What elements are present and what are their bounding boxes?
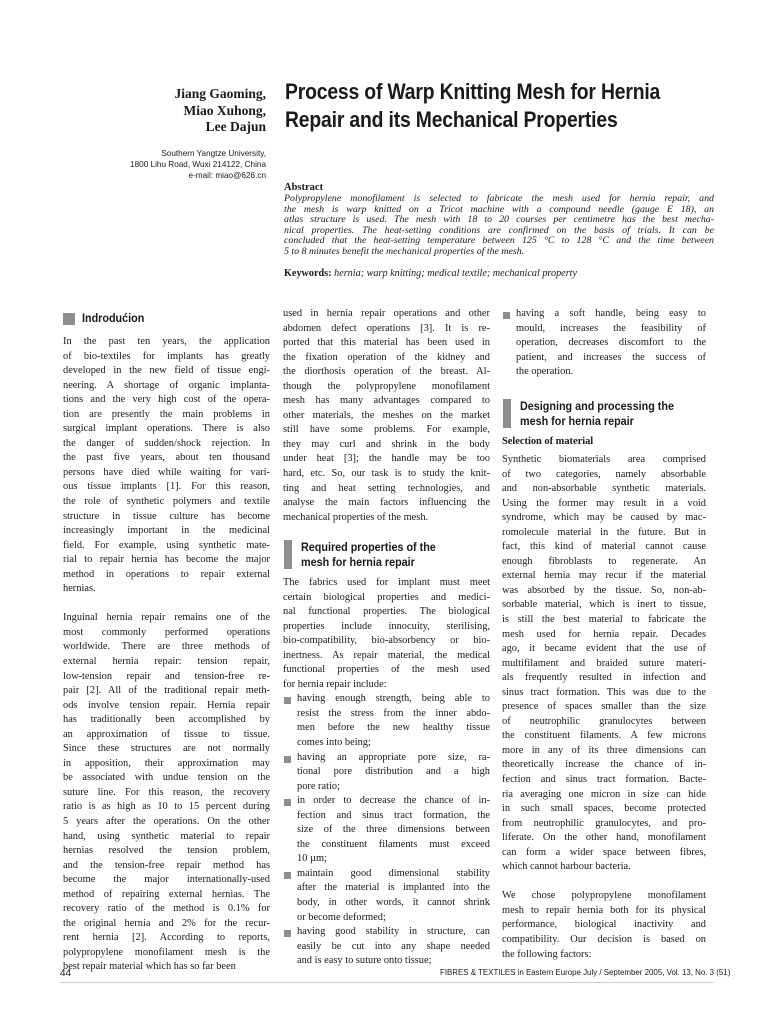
text-line: sinus tract formation. This was due to the [502, 686, 706, 698]
list-item [283, 867, 490, 925]
text-line: the fixation operation of the kidney and [283, 351, 490, 363]
text-line: is still the best material to fabricate the [502, 614, 706, 626]
text-line: Since these structures are not normally [63, 743, 270, 755]
text-line: suture line. For this reason, the recovery [63, 786, 270, 798]
text-line: in such small spaces, become protected [502, 803, 706, 815]
heading-line: mesh for hernia repair [301, 556, 415, 569]
text-line: under heat [3]; the handle may be too [283, 453, 490, 465]
text-line: concluded that the heat-setting temperature between 125 °C to 128 °C and the time between [284, 235, 714, 247]
text-line: having good stability in structure, can [297, 926, 490, 938]
section-marker-icon [63, 313, 75, 325]
text-line: the constituent filaments. A few microns [502, 730, 706, 742]
text-line: resist the stress from the inner abdo- [297, 707, 490, 719]
author-name: Jiang Gaoming, [174, 86, 266, 101]
text-line: functional properties of the mesh used [283, 664, 490, 676]
text-line: mechanical properties of the mesh. [283, 511, 429, 523]
keywords [284, 268, 724, 279]
text-line: easily be cut into any shape needed [297, 940, 490, 952]
text-line: the danger of sudden/shock rejection. In [63, 437, 270, 449]
paper-title [285, 78, 663, 134]
text-line: the diorthosis operation of the breast. Al- [283, 366, 490, 378]
text-line: which cannot harbour bacteria. [502, 861, 631, 873]
journal-citation: FIBRES & TEXTILES in Eastern Europe July / September 2005, Vol. 13, No. 3 (51) [440, 967, 731, 977]
text-line: they may curl and shrink in the body [283, 438, 490, 450]
paragraph [283, 307, 490, 525]
text-line: developed in the new field of tissue engi- [63, 365, 270, 377]
text-line: liferate. On the other hand, monofilament [502, 832, 706, 844]
text-line: certain biological properties and medici- [283, 591, 490, 603]
author-name: Lee Dajun [205, 119, 266, 134]
text-line: mould, increases the feasibility of [516, 322, 706, 334]
text-line: ous tissue implants [1]. For this reason, [63, 481, 270, 493]
text-line: still have some problems. For example, [283, 424, 490, 436]
keywords-label: Keywords: [284, 268, 332, 279]
text-line: 5 to 8 minutes benefit the mechanical properties of the mesh. [284, 245, 525, 257]
text-line: can form a wider space between fibres, [502, 846, 706, 858]
text-line: maintain good dimensional stability [297, 867, 490, 879]
text-line: sorbable material, which is inert to tissue, [502, 599, 706, 611]
text-line: analyse the main factors influencing the [283, 497, 490, 509]
title-line: Process of Warp Knitting Mesh for Hernia [285, 79, 661, 104]
text-line: Inguinal hernia repair remains one of the [63, 612, 270, 624]
text-line: the following factors: [502, 948, 592, 960]
page-number: 44 [60, 968, 72, 979]
text-line: from neutrophilic granulocytes, and pro- [502, 817, 706, 829]
text-line: inertness. As repair material, the medical [283, 649, 490, 661]
text-line: was absorbed by the tissue. So, non-ab- [502, 584, 706, 596]
text-line: of neutrophilic granulocytes between [502, 715, 706, 727]
text-line: pore ratio; [297, 780, 340, 792]
text-line: best repair material which has so far been [63, 961, 236, 973]
list-item [283, 794, 490, 867]
text-line: method in operations to repair external [63, 568, 270, 580]
text-line: syndrome, which may be caused by mac- [502, 512, 706, 524]
text-line: of two categories, namely absorbable [502, 468, 706, 480]
text-line: operation, decreases discomfort to the [516, 337, 706, 349]
text-line: Polypropylene monofilament is selected to fabricate the mesh used for hernia repair, and [284, 193, 714, 204]
text-line: neering. A shortage of organic implanta- [63, 379, 270, 391]
section-marker-icon [503, 399, 511, 428]
text-line: and is easy to suture onto tissue; [297, 955, 432, 967]
column-2 [283, 307, 490, 525]
text-line: properties include innocuity, sterilising, [283, 620, 490, 632]
text-line: most commonly performed operations [63, 626, 270, 638]
column-1 [63, 335, 270, 975]
text-line: in order to decrease the chance of in- [297, 795, 490, 807]
text-line: and the tension-free repair method has [63, 859, 270, 871]
text-line: the role of synthetic polymers and textile [63, 496, 270, 508]
text-line: worldwide. There are three methods of [63, 641, 270, 653]
text-line: als frequently resulted in infection and [502, 672, 706, 684]
text-line: used in hernia repair operations and other [283, 308, 490, 319]
list-item [283, 692, 490, 750]
text-line: ported that this material has been used in [283, 337, 490, 349]
text-line: theoretically increase the chance of in- [502, 759, 706, 771]
keywords-text: hernia; warp knitting; medical textile; mechanical property [334, 268, 578, 279]
text-line: mesh has many advantages compared to [283, 395, 490, 407]
text-line: The fabrics used for implant must meet [283, 577, 490, 588]
text-line: ratio is as high as 10 to 15 percent during [63, 801, 270, 813]
text-line: though the polypropylene monofilament [283, 380, 490, 392]
text-line: tions and the very high cost of the opera- [63, 394, 270, 406]
text-line: hard, etc. So, our task is to study the knit- [283, 468, 490, 480]
text-line: hernias resolved the tension problem, [63, 845, 270, 857]
column-3-lower [502, 453, 706, 962]
title-line: Repair and its Mechanical Properties [285, 107, 618, 132]
text-line: rial to repair hernia has become the major [63, 554, 270, 566]
text-line: the mesh is warp knitted on a Tricot machine with a compound needle (gauge E 18), an [284, 203, 714, 215]
text-line: mesh used for hernia repair. Decades [502, 628, 706, 640]
affiliation-email: e-mail: miao@626.cn [188, 170, 266, 180]
text-line: increasingly important in the medicinal [63, 525, 270, 537]
text-line: having an appropriate pore size, ra- [297, 751, 490, 763]
text-line: the original hernia and 2% for the recur- [63, 917, 270, 929]
text-line: having enough strength, being able to [297, 693, 490, 705]
text-line: and non-absorbable synthetic materials. [502, 483, 706, 495]
heading-line: Designing and processing the [520, 400, 674, 413]
text-line: Using the former may result in a void [502, 497, 706, 509]
text-line: fection and sinus tract formation, the [297, 809, 490, 821]
text-line: other materials, the meshes on the market [283, 409, 490, 421]
text-line: tion are presently the main problems in [63, 408, 270, 420]
text-line: low-tension repair and tension-free re- [63, 670, 270, 682]
text-line: men before the new healthy tissue [297, 722, 490, 734]
text-line: the past five years, about ten thousand [63, 452, 270, 464]
text-line: mesh to repair hernia both for its physical [502, 904, 706, 916]
paragraph [502, 889, 706, 962]
text-line: size of the three dimensions between [297, 824, 490, 836]
text-line: In the past ten years, the application [63, 336, 270, 347]
text-line: pair [2]. All of the traditional repair meth- [63, 685, 270, 697]
text-line: bio-compatibility, bio-absorbency or bio- [283, 635, 490, 647]
paragraph [502, 453, 706, 875]
text-line: the constituent filaments must exceed [297, 838, 490, 850]
section-marker-icon [284, 540, 292, 569]
text-line: rent hernia [2]. According to reports, [63, 932, 270, 944]
text-line: Synthetic biomaterials area comprised [502, 454, 706, 465]
text-line: nical properties. The heat-setting conditions are confirmed on the basis of trials. It can be [284, 224, 714, 236]
text-line: ting and heat setting technologies, and [283, 482, 490, 494]
text-line: an approximation of tissue to tissue. [63, 728, 270, 740]
text-line: compatibility. Our decision is based on [502, 934, 706, 945]
text-line: hand, using synthetic material to repair [63, 830, 270, 842]
section-heading-designing [520, 399, 674, 429]
affiliation-institution: Southern Yangtze University, [161, 149, 266, 158]
text-line: hernias. [63, 583, 96, 595]
text-line: has traditionally been accomplished by [63, 714, 270, 726]
paragraph [63, 611, 270, 975]
text-line: patient, and increases the success of [516, 351, 706, 363]
author-affiliation [90, 149, 266, 181]
column-3 [502, 307, 706, 380]
heading-line: mesh for hernia repair [520, 415, 634, 428]
affiliation-address: 1800 Lihu Road, Wuxi 214122, China [130, 159, 266, 169]
text-line: comes into being; [297, 737, 371, 749]
text-line: polypropylene monofilament mesh is the [63, 946, 270, 958]
text-line: having a soft handle, being easy to [516, 308, 706, 319]
list-item [283, 751, 490, 795]
text-line: 10 µm; [297, 853, 327, 865]
abstract-heading: Abstract [284, 182, 324, 193]
requirements-list [283, 692, 490, 968]
section-heading-introduction: Indrodućion [82, 312, 145, 325]
text-line: surgical implant operations. There is also [63, 423, 270, 435]
text-line: fection and sinus tract formation. Bacte- [502, 774, 706, 786]
text-line: external hernia repair: tension repair, [63, 655, 270, 667]
text-line: fact, this kind of material cannot cause [502, 541, 706, 553]
text-line: atlas structure is used. The mesh with 18 to 20 courses per centimetre has the best mecha- [284, 214, 714, 226]
text-line: recovery ratio of the method is 0.1% for [63, 903, 270, 915]
text-line: become the major internationally-used [63, 874, 270, 886]
text-line: ria averaging one micron in size can hide [502, 788, 706, 800]
paragraph [63, 335, 270, 597]
text-line: presence of spaces smaller than the size [502, 701, 706, 713]
text-line: multifilament and braided suture materi- [502, 657, 706, 669]
text-line: ods involve tension repair. Hernia repair [63, 699, 270, 711]
column-2-lower [283, 576, 490, 969]
text-line: the operation. [516, 366, 574, 378]
text-line: external hernia may recur if the material [502, 570, 706, 582]
text-line: romolecule material in the future. But in [502, 526, 706, 538]
subsection-heading-selection: Selection of material [502, 436, 594, 447]
section-heading-required-properties [301, 540, 436, 570]
text-line: more in any of its three dimensions can [502, 744, 706, 756]
heading-line: Required properties of the [301, 541, 436, 554]
requirements-list-continued [502, 307, 706, 380]
author-list [90, 86, 266, 136]
text-line: in apposition, their approximation may [63, 757, 270, 769]
text-line: abdomen defect operations [3]. It is re- [283, 322, 490, 334]
text-line: 5 years after the operations. On the other [63, 816, 270, 827]
text-line: or become deformed; [297, 911, 386, 923]
text-line: persons have died while waiting for vari- [63, 466, 270, 478]
abstract-body [284, 194, 714, 258]
text-line: of bio-textiles for implants has greatly [63, 350, 270, 362]
list-item [283, 925, 490, 969]
footer-rule [60, 982, 714, 983]
text-line: for hernia repair include: [283, 678, 387, 690]
text-line: body, in other words, it cannot shrink [297, 897, 490, 909]
text-line: be associated with undue tension on the [63, 772, 270, 784]
text-line: performance, biological inactivity and [502, 919, 706, 931]
paragraph [283, 576, 490, 692]
text-line: ago, it became evident that the use of [502, 643, 706, 655]
text-line: after the material is implanted into the [297, 882, 490, 894]
list-item [502, 307, 706, 380]
author-name: Miao Xuhong, [183, 102, 266, 118]
text-line: enough fibroblasts to regenerate. An [502, 555, 706, 567]
text-line: tional pore distribution and a high [297, 766, 490, 778]
text-line: nal functional properties. The biological [283, 606, 490, 618]
text-line: structure in tissue culture has become [63, 510, 270, 522]
text-line: method of repairing external hernias. The [63, 888, 270, 900]
text-line: field. For example, using synthetic mate- [63, 539, 270, 551]
text-line: We chose polypropylene monofilament [502, 890, 706, 902]
